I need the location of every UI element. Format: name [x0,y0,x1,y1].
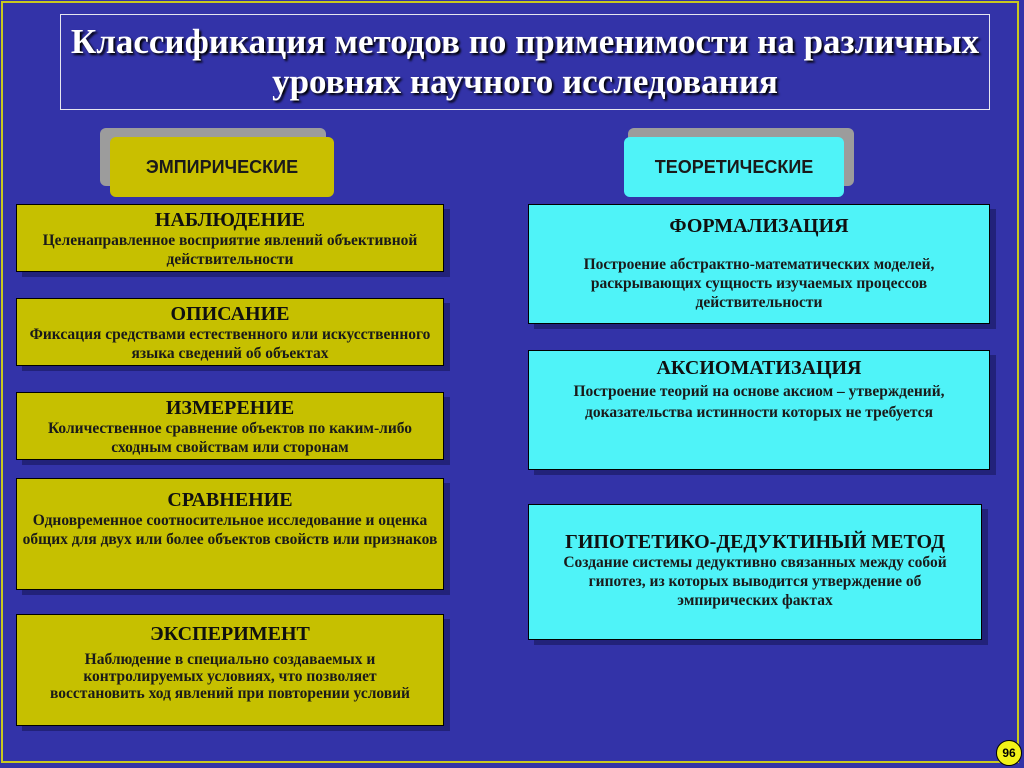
method-name: ГИПОТЕТИКО-ДЕДУКТИНЫЙ МЕТОД [565,531,945,553]
method-box-axiomatization [528,350,990,470]
method-box-hypothetico-deductive [528,504,982,640]
method-description: Наблюдение в специально создаваемых и контролируемых условиях, что позволяет восстановить ход явлений при повторении условий [50,651,410,702]
page-number: 96 [1002,746,1016,760]
method-description: Создание системы дедуктивно связанных между собой гипотез, из которых выводится утверждение об эмпирических фактах [563,554,947,609]
method-description: Фиксация средствами естественного или искусственного языка сведений об объектах [29,326,431,362]
theoretical-header [624,137,844,197]
method-description: Построение теорий на основе аксиом – утверждений, доказательства истинности которых не требуется [573,383,945,421]
title-box [60,14,990,110]
method-name: АКСИОМАТИЗАЦИЯ [656,357,862,379]
method-box-formalization [528,204,990,324]
method-box-measurement [16,392,444,460]
method-description: Одновременное соотносительное исследование и оценка общих для двух или более объектов свойств или признаков [22,512,438,548]
method-description: Построение абстрактно-математических моделей, раскрывающих сущность изучаемых процессов действительности [583,256,935,311]
slide-title: Классификация методов по применимости на различных уровнях научного исследования [70,22,980,101]
method-box-comparison [16,478,444,590]
method-name: ИЗМЕРЕНИЕ [165,397,295,419]
empirical-header-label: ЭМПИРИЧЕСКИЕ [145,156,299,177]
method-box-observation [16,204,444,272]
method-name: ФОРМАЛИЗАЦИЯ [669,215,849,237]
method-description: Целенаправленное восприятие явлений объективной действительности [42,232,418,268]
method-description: Количественное сравнение объектов по каким-либо сходным свойствам или сторонам [47,420,413,456]
empirical-header [110,137,334,197]
page-number-badge [996,740,1022,766]
method-box-experiment [16,614,444,726]
method-name: НАБЛЮДЕНИЕ [154,209,306,231]
theoretical-header-label: ТЕОРЕТИЧЕСКИЕ [654,156,814,177]
method-box-description [16,298,444,366]
method-name: СРАВНЕНИЕ [167,489,293,511]
method-name: ОПИСАНИЕ [170,303,290,325]
method-name: ЭКСПЕРИМЕНТ [150,623,310,645]
